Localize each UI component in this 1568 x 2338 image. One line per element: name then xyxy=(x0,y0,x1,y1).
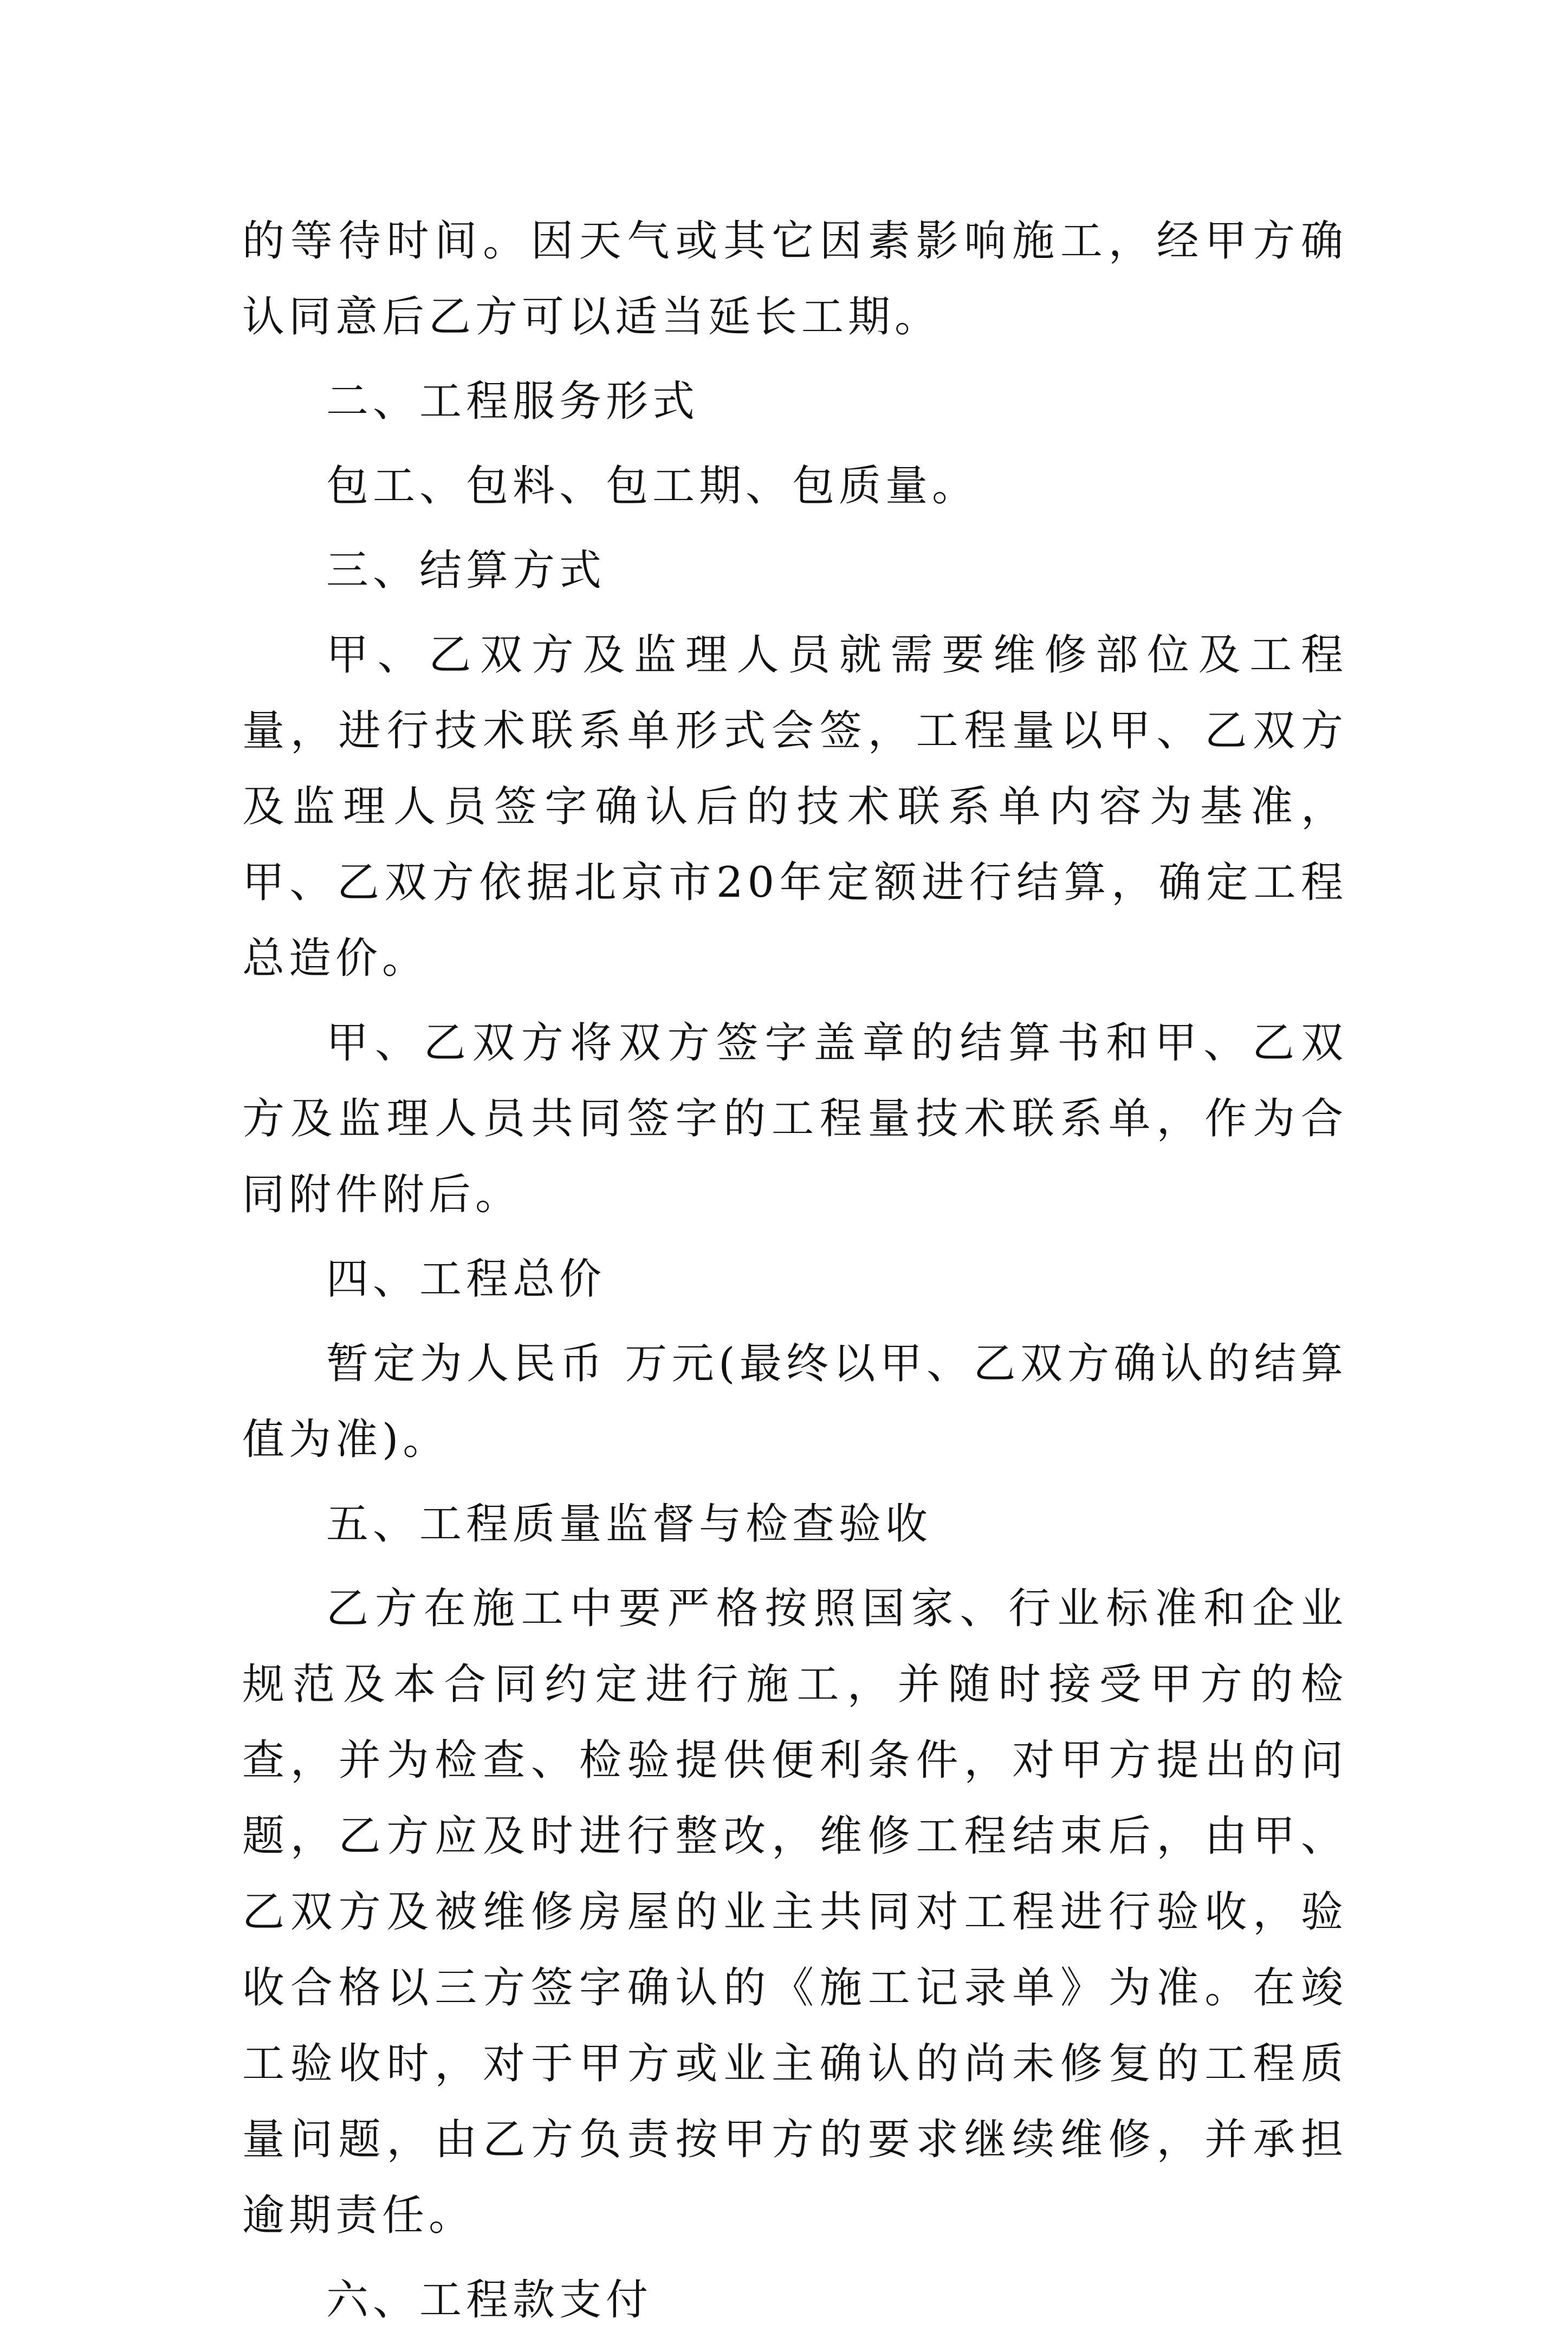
paragraph-gap xyxy=(242,1562,1347,1571)
paragraph-gap xyxy=(242,608,1347,617)
paragraph-gap xyxy=(242,355,1347,364)
paragraph-gap xyxy=(242,996,1347,1005)
paragraph-gap xyxy=(242,1233,1347,1241)
heading-settlement-method: 三、结算方式 xyxy=(326,546,606,595)
paragraph-gap xyxy=(242,524,1347,533)
paragraph-total-price: 暂定为人民币 万元(最终以甲、乙双方确认的结算值为准)。 xyxy=(242,1339,1347,1464)
paragraph-settlement-attachment: 甲、乙双方将双方签字盖章的结算书和甲、乙双方及监理人员共同签字的工程量技术联系单，作为合同附件附后。 xyxy=(242,1019,1347,1219)
paragraph-settlement-basis: 甲、乙双方及监理人员就需要维修部位及工程量，进行技术联系单形式会签，工程量以甲、乙双方及监理人员签字确认后的技术联系单内容为基准，甲、乙双方依据北京市20年定额进行结算，确定工程总造价。 xyxy=(242,631,1347,983)
document-body xyxy=(242,203,1347,2338)
paragraph-gap xyxy=(242,439,1347,448)
paragraph-gap xyxy=(242,1317,1347,1326)
paragraph-gap xyxy=(242,1478,1347,1486)
paragraph-quality-inspection: 乙方在施工中要严格按照国家、行业标准和企业规范及本合同约定进行施工，并随时接受甲方的检查，并为检查、检验提供便利条件，对甲方提出的问题，乙方应及时进行整改，维修工程结束后，由甲、乙双方及被维修房屋的业主共同对工程进行验收，验收合格以三方签字确认的《施工记录单》为准。在竣工验收时，对于甲方或业主确认的尚未修复的工程质量问题，由乙方负责按甲方的要求继续维修，并承担逾期责任。 xyxy=(242,1584,1347,2240)
heading-payment: 六、工程款支付 xyxy=(326,2276,653,2324)
heading-service-form: 二、工程服务形式 xyxy=(326,377,699,426)
heading-total-price: 四、工程总价 xyxy=(326,1255,606,1304)
paragraph-gap xyxy=(242,2253,1347,2262)
heading-quality-inspection: 五、工程质量监督与检查验收 xyxy=(326,1500,932,1549)
paragraph-service-form: 包工、包料、包工期、包质量。 xyxy=(326,462,979,510)
paragraph-waiting-time: 的等待时间。因天气或其它因素影响施工，经甲方确认同意后乙方可以适当延长工期。 xyxy=(242,217,1347,341)
